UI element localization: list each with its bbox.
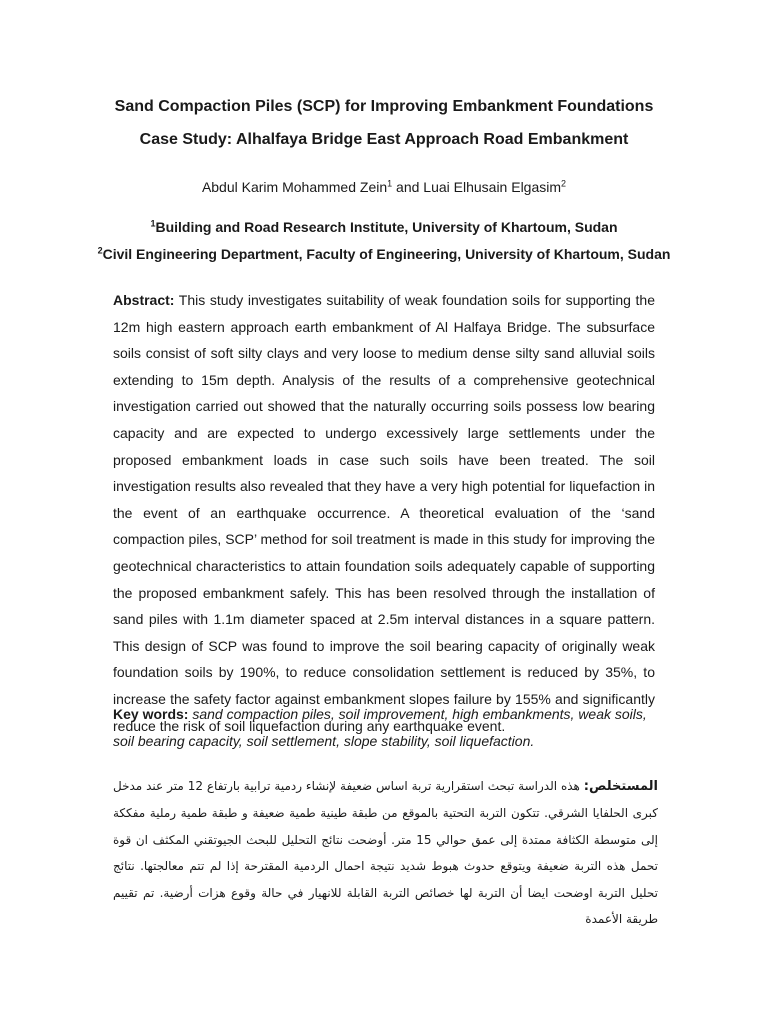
paper-title-line-2: Case Study: Alhalfaya Bridge East Approach Road Embankment (139, 131, 629, 148)
keywords-text: sand compaction piles, soil improvement, high embankments, weak soils, soil bearing capacity, soil settlement, slope stability, soil liquefaction. (113, 706, 647, 749)
author-2-name: Luai Elhusain Elgasim (423, 179, 562, 195)
affiliation-1-mark: 1 (150, 218, 156, 229)
author-line (0, 179, 768, 195)
author-conjunction: and (392, 179, 424, 195)
paper-title-line-1: Sand Compaction Piles (SCP) for Improving Embankment Foundations (114, 98, 654, 115)
affiliation-2-text: Civil Engineering Department, Faculty of Engineering, University of Khartoum, Sudan (102, 246, 671, 262)
keywords-paragraph (113, 701, 655, 754)
abstract-label: Abstract: (113, 292, 175, 308)
keywords-label: Key words: (113, 706, 189, 722)
abstract-text: This study investigates suitability of weak foundation soils for supporting the 12m high eastern approach earth embankment of Al Halfaya Bridge. The subsurface soils consist of soft silty clays and very loose to medium dense silty sand alluvial soils extending to 15m depth. Analysis of the results of a comprehensive geotechnical investigation carried out showed that the naturally occurring soils possess low bearing capacity and are expected to undergo excessively large settlements under the proposed embankment loads in case such soils have been treated. The soil investigation results also revealed that they have a very high potential for liquefaction in the event of an earthquake occurrence. A theoretical evaluation of the ‘sand compaction piles, SCP’ method for soil treatment is made in this study for improving the geotechnical characteristics to attain foundation soils adequately capable of supporting the proposed embankment safely. This has been resolved through the installation of sand piles with 1.1m diameter spaced at 2.5m interval distances in a square pattern. This design of SCP was found to improve the soil bearing capacity of originally weak foundation soils by 190%, to reduce consolidation settlement is reduced by 35%, to increase the safety factor against embankment slopes failure by 155% and significantly reduce the risk of soil liquefaction during any earthquake event. (113, 292, 655, 734)
affiliation-2 (0, 246, 768, 262)
affiliation-2-mark: 2 (97, 245, 103, 256)
arabic-abstract-label: المستخلص: (583, 779, 658, 794)
affiliation-1-text: Building and Road Research Institute, University of Khartoum, Sudan (155, 219, 618, 235)
author-2-affil-mark: 2 (561, 178, 567, 189)
author-1-affil-mark: 1 (387, 178, 393, 189)
affiliation-1 (0, 219, 768, 235)
author-1-name: Abdul Karim Mohammed Zein (201, 179, 388, 195)
arabic-abstract-paragraph (113, 773, 658, 932)
abstract-paragraph (113, 287, 655, 739)
arabic-abstract-text: هذه الدراسة تبحث استقرارية تربة اساس ضعيفة لإنشاء ردمية ترابية بارتفاع 12 متر عند مدخل كبرى الحلفايا الشرقي. تتكون التربة التحتية بالموقع من طبقة طينية طمية ضعيفة و طبقة طمية رملية مفككة إلى متوسطة الكثافة ممتدة إلى عمق حوالي 15 متر. أوضحت نتائج التحليل للبحث الجيوتقني المكثف ان قوة تحمل هذه التربة ضعيفة ويتوقع حدوث هبوط شديد نتيجة احمال الردمية المقترحة إذا لم تتم معالجتها. نتائج تحليل التربة اوضحت ايضا أن التربة لها خصائص التربة القابلة للانهيار في حالة وقوع هزات أرضية. تم تقييم طريقة الأعمدة (113, 779, 658, 927)
